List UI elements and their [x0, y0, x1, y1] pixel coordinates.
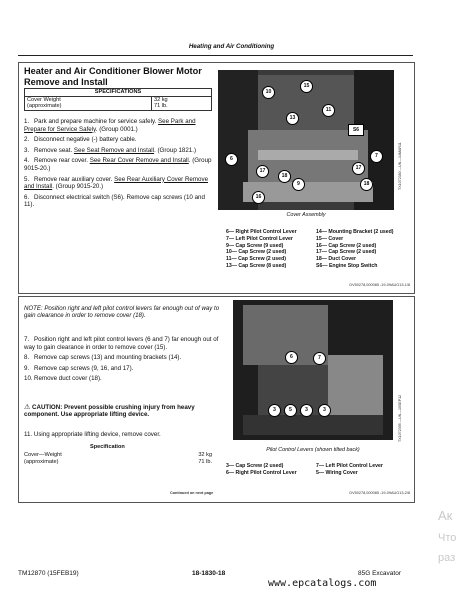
section-2-note: NOTE: Position right and left pilot control levers far enough out of way to gain clearance in order to remove cover (18). — [24, 305, 220, 320]
spec-label — [25, 96, 152, 110]
step-number: 5. — [24, 175, 30, 183]
legend-item: 3— Cap Screw (2 used) — [226, 463, 284, 469]
spec-value — [151, 96, 211, 110]
spec-table — [24, 88, 212, 111]
legend-item: 7— Left Pilot Control Lever — [316, 463, 383, 469]
spec-table-header: SPECIFICATIONS — [25, 89, 212, 97]
figure-2-code: TX1072395 —UN—10SEP12 — [398, 394, 402, 442]
caution-block — [24, 404, 224, 419]
figure-2-caption: Pilot Control Levers (shown tilted back) — [266, 447, 360, 453]
header-rule — [18, 55, 413, 56]
step-number: 8. — [24, 354, 30, 362]
callout-label: 3 — [268, 404, 281, 417]
step-text: Disconnect negative (-) battery cable. — [34, 136, 137, 144]
legend-item: 18— Duct Cover — [316, 256, 357, 263]
pilot-levers-photo — [233, 300, 393, 440]
step-link[interactable]: See Rear Cover Remove and Install — [89, 157, 189, 165]
step-item — [24, 136, 214, 144]
step-number: 7. — [24, 336, 30, 343]
spec-row-value: 71 lb. — [198, 459, 212, 465]
callout-label: 10 — [262, 86, 275, 99]
step-item — [24, 354, 224, 362]
overlay-text: Ак — [438, 508, 453, 523]
step-number: 1. — [24, 118, 30, 125]
overlay-text: раз — [438, 552, 456, 564]
callout-label: 3 — [300, 404, 313, 417]
step-text: Remove seat. — [34, 146, 74, 154]
callout-label: 13 — [286, 112, 299, 125]
callout-label: 17 — [352, 162, 365, 175]
legend-item: 14— Mounting Bracket (2 used) — [316, 229, 394, 235]
step-number: 3. — [24, 146, 30, 154]
step-number: 6. — [24, 193, 30, 201]
step-text-post: . (Group 1821.) — [154, 146, 197, 154]
step-item — [24, 375, 224, 383]
footer-site-watermark: www.epcatalogs.com — [268, 578, 377, 589]
footer-model: 85G Excavator — [358, 570, 401, 577]
step-item — [24, 194, 214, 209]
legend-item: 5— Wiring Cover — [316, 469, 358, 476]
spec-label-2: (approximate) — [27, 103, 62, 109]
step-text: Disconnect electrical switch (S6). Remove cap screws (10 and 11). — [24, 193, 205, 209]
figure-1-legend-right — [316, 229, 406, 270]
figure-2-legend-right — [316, 463, 406, 477]
section-2-steps — [24, 336, 224, 386]
step-link[interactable]: See Park and Prepare for Service Safely — [24, 118, 196, 133]
legend-item: 6— Right Pilot Control Lever — [226, 229, 297, 235]
legend-item: S6— Engine Stop Switch — [316, 262, 378, 269]
section-1-steps — [24, 118, 214, 209]
step-item — [24, 365, 224, 373]
step-text-post: . (Group 9015-20.) — [52, 183, 104, 191]
callout-label: 11 — [322, 104, 335, 117]
continued-label: Continued on next page — [170, 491, 214, 495]
step-link[interactable]: See Seat Remove and Install — [73, 146, 155, 154]
step-item — [24, 157, 214, 172]
step-number: 2. — [24, 136, 30, 144]
legend-item: 13— Cap Screw (8 used) — [226, 262, 287, 269]
callout-label-s6: S6 — [348, 124, 364, 136]
step-text-post: . (Group 0001.) — [95, 125, 138, 133]
spec-row-label: (approximate) — [24, 459, 59, 465]
callout-label: 7 — [370, 150, 383, 163]
callout-label: 18 — [360, 178, 373, 191]
step-text: Remove rear auxiliary cover. — [34, 175, 115, 183]
step-text: Remove cap screws (9, 16, and 17). — [34, 364, 134, 372]
specification-rows — [24, 452, 212, 466]
spec-row-value: 32 kg — [198, 452, 212, 458]
footer-page-number: 18-1830-18 — [192, 570, 226, 577]
legend-item: 15— Cover — [316, 235, 344, 242]
spec-row-label: Cover—Weight — [24, 452, 62, 458]
pilot-levers-illustration — [233, 300, 393, 440]
step-text: Position right and left pilot control levers (6 and 7) far enough out of way to gain clearance in order to remove cover (15). — [24, 336, 219, 351]
legend-item: 10— Cap Screw (2 used) — [226, 249, 287, 256]
footer-doc-id: TM12870 (15FEB19) — [18, 570, 79, 577]
step-item — [24, 336, 224, 351]
legend-item: 7— Left Pilot Control Lever — [226, 235, 293, 242]
step-number: 9. — [24, 364, 30, 372]
spec-row — [24, 459, 212, 466]
step-text: Park and prepare machine for service safely. — [34, 118, 159, 125]
legend-item: 9— Cap Screw (9 used) — [226, 242, 284, 249]
figure-1-caption: Cover Assembly — [286, 212, 326, 218]
specification-title: Specification — [90, 444, 125, 450]
step-item — [24, 147, 214, 155]
section-1-title: Heater and Air Conditioner Blower Motor Remove and Install — [24, 66, 202, 87]
page-header-title: Heating and Air Conditioning — [188, 43, 275, 50]
step-text: Remove rear cover. — [34, 157, 90, 165]
overlay-text: Что — [438, 532, 457, 544]
callout-label: 15 — [300, 80, 313, 93]
figure-2-legend-left — [226, 463, 316, 477]
spec-label-1: Cover Weight — [27, 96, 61, 103]
step-item — [24, 118, 214, 133]
step-link[interactable]: See Rear Auxiliary Cover Remove and Install — [24, 175, 209, 191]
legend-item: 6— Right Pilot Control Lever — [226, 469, 297, 476]
warning-icon: ⚠ — [24, 404, 31, 411]
step-11: 11. Using appropriate lifting device, remove cover. — [24, 431, 161, 438]
section-2-ref-code: DV50278,000085 -19-09AUG13-2/8 — [349, 491, 410, 495]
step-text: Remove cap screws (13) and mounting brackets (14). — [34, 354, 182, 362]
caution-text: CAUTION: Prevent possible crushing injury from heavy component. Use appropriate lifting device. — [24, 404, 195, 419]
spec-value-2: 71 lb. — [153, 103, 168, 109]
step-text-post: . (Group 9015-20.) — [24, 157, 212, 172]
callout-label: 3 — [318, 404, 331, 417]
callout-label: 6 — [225, 153, 238, 166]
callout-label: 9 — [292, 178, 305, 191]
figure-1-code: TX1072380 —UN—14MAR11 — [398, 142, 402, 190]
callout-label: 6 — [285, 351, 298, 364]
callout-label: 18 — [278, 170, 291, 183]
callout-label: 16 — [252, 191, 265, 204]
section-1-ref-code: DV50278,000085 -19-09AUG13-1/8 — [349, 283, 410, 287]
step-item — [24, 176, 214, 191]
step-number: 4. — [24, 157, 30, 165]
legend-item: 11— Cap Screw (2 used) — [226, 256, 286, 263]
callout-label: 5 — [284, 404, 297, 417]
spec-value-1: 32 kg — [153, 96, 168, 103]
legend-item: 16— Cap Screw (2 used) — [316, 242, 377, 249]
legend-item: 17— Cap Screw (2 used) — [316, 249, 377, 256]
spec-row — [24, 452, 212, 459]
step-text: Remove duct cover (18). — [34, 375, 102, 383]
figure-1-legend-left — [226, 229, 316, 270]
callout-label: 17 — [256, 165, 269, 178]
step-number: 10. — [24, 375, 33, 383]
callout-label: 7 — [313, 352, 326, 365]
